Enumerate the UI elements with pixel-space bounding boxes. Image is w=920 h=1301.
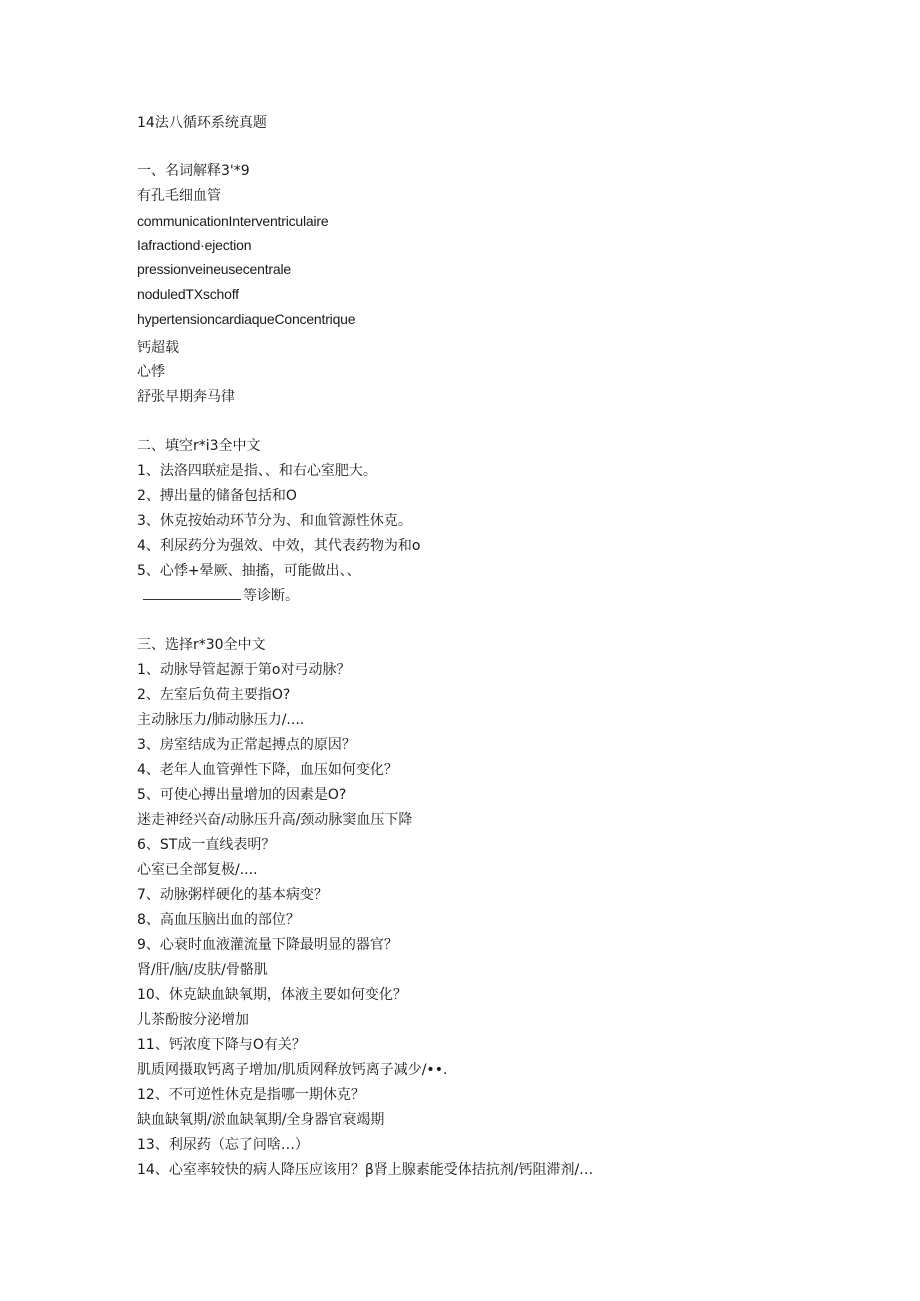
term-item: Iafractiond·ejection	[137, 237, 252, 253]
choice-question: 13、利尿药（忘了问啥…）	[137, 1137, 309, 1153]
fill-blank-question: 2、搏出量的储备包括和O	[137, 488, 297, 504]
choice-options: 主动脉压力/肺动脉压力/....	[137, 712, 305, 728]
choice-question: 6、ST成一直线表明？	[137, 837, 276, 853]
choice-options: 缺血缺氧期/淤血缺氧期/全身器官衰竭期	[137, 1112, 385, 1128]
term-item: hypertensioncardiaqueConcentrique	[137, 311, 356, 327]
choice-question: 8、高血压脑出血的部位？	[137, 912, 300, 928]
choice-options: 肌质网摄取钙离子增加/肌质网释放钙离子减少/••.	[137, 1062, 448, 1078]
choice-question: 7、动脉粥样硬化的基本病变？	[137, 887, 328, 903]
choice-options: 心室已全部复极/....	[137, 862, 258, 878]
section-3-heading: 三、选择r*30全中文	[137, 637, 266, 653]
continuation-text: 等诊断。	[243, 588, 299, 604]
choice-options: 肾/肝/脑/皮肤/骨骼肌	[137, 962, 268, 978]
fill-blank-question: 1、法洛四联症是指、、和右心室肥大。	[137, 463, 377, 479]
fill-blank-question: 5、心悸+晕厥、抽搐，可能做出、、	[137, 563, 361, 579]
term-item: noduledTXschoff	[137, 286, 239, 302]
term-item: 有孔毛细血管	[137, 188, 221, 204]
section-1-heading: 一、名词解释3'*9	[137, 163, 250, 179]
fill-blank-continuation	[143, 587, 299, 605]
choice-question: 10、休克缺血缺氧期，体液主要如何变化？	[137, 987, 407, 1003]
choice-question: 14、心室率较快的病人降压应该用？β肾上腺素能受体拮抗剂/钙阻滞剂/…	[137, 1162, 594, 1178]
section-2-heading: 二、填空r*i3全中文	[137, 438, 261, 454]
choice-question: 3、房室结成为正常起搏点的原因？	[137, 737, 356, 753]
answer-blank-line	[143, 587, 241, 600]
term-item: 心悸	[137, 364, 165, 380]
choice-options: 迷走神经兴奋/动脉压升高/颈动脉窦血压下降	[137, 812, 413, 828]
choice-question: 5、可使心搏出量增加的因素是O?	[137, 787, 347, 803]
document-title: 14法八循环系统真题	[137, 115, 267, 131]
choice-question: 11、钙浓度下降与O有关？	[137, 1037, 306, 1053]
choice-question: 4、老年人血管弹性下降，血压如何变化？	[137, 762, 398, 778]
term-item: 舒张早期奔马律	[137, 389, 235, 405]
term-item: pressionveineusecentrale	[137, 261, 291, 277]
term-item: communicationInterventriculaire	[137, 213, 329, 229]
choice-question: 9、心衰时血液灌流量下降最明显的器官？	[137, 937, 398, 953]
choice-question: 2、左室后负荷主要指O?	[137, 687, 291, 703]
choice-question: 1、动脉导管起源于第o对弓动脉？	[137, 662, 351, 678]
choice-question: 12、不可逆性休克是指哪一期休克？	[137, 1087, 365, 1103]
choice-options: 儿茶酚胺分泌增加	[137, 1012, 249, 1028]
term-item: 钙超载	[137, 340, 179, 356]
fill-blank-question: 3、休克按始动环节分为、和血管源性休克。	[137, 513, 412, 529]
fill-blank-question: 4、利尿药分为强效、中效，其代表药物为和o	[137, 538, 421, 554]
